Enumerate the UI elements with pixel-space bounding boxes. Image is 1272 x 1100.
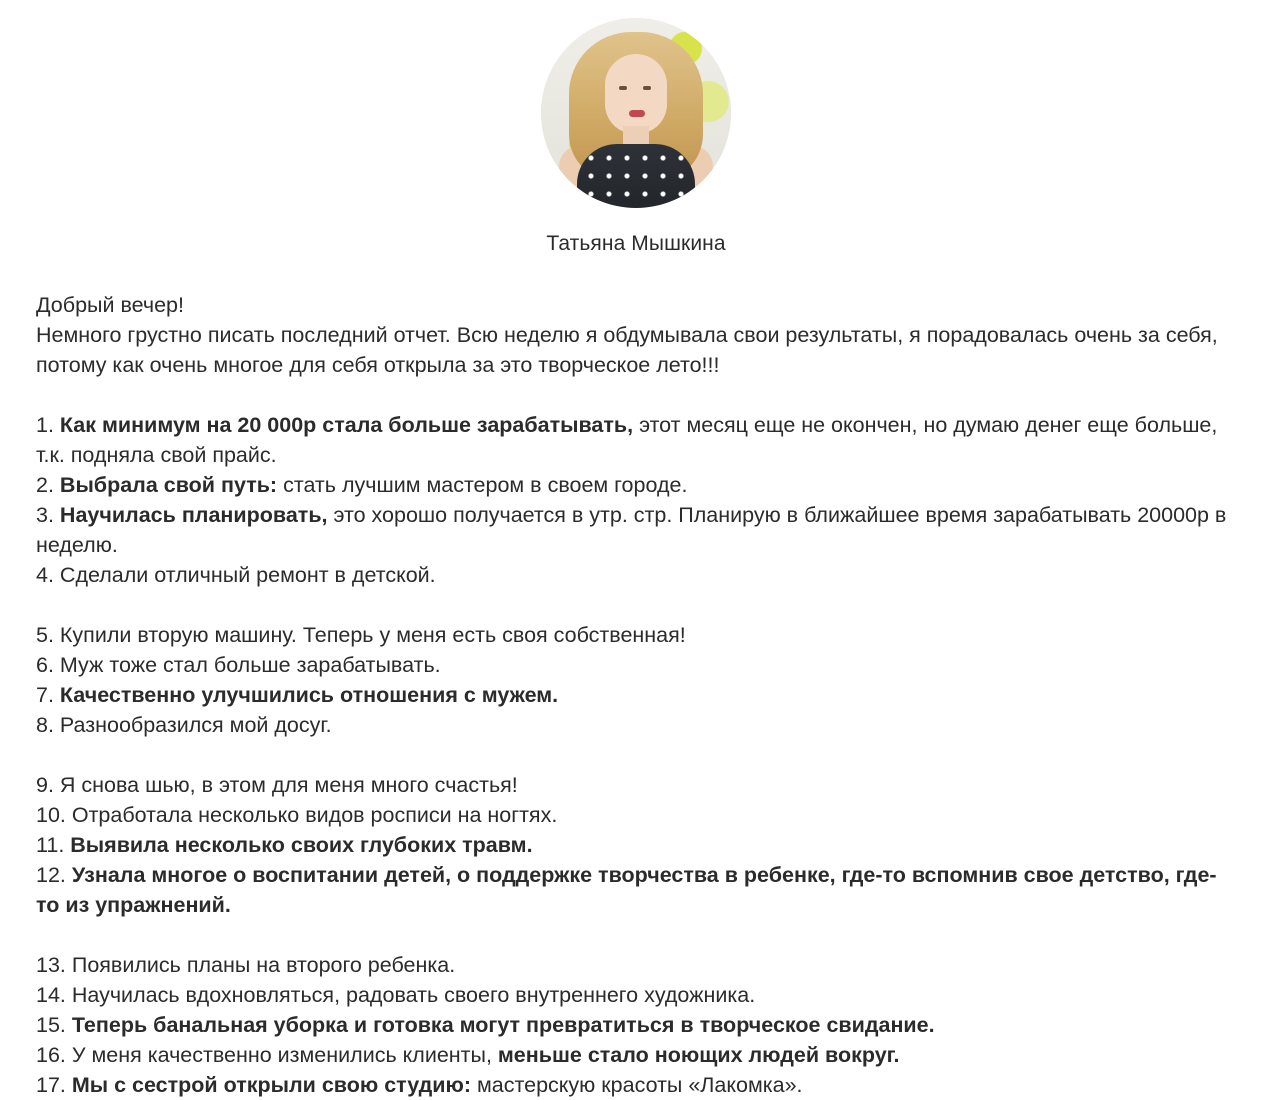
paragraph-spacer [36, 740, 1236, 770]
photo-eye-right [643, 86, 651, 90]
user-photo-icon [541, 18, 731, 208]
list-item [36, 860, 1236, 920]
intro-paragraph: Немного грустно писать последний отчет. Всю неделю я обдумывала свои результаты, я порадовалась очень за себя, потому как очень многое для себя открыла за это творческое лето!!! [36, 323, 1218, 377]
list-item-bold: Качественно улучшились отношения с мужем. [59, 683, 559, 707]
paragraph-spacer [36, 920, 1236, 950]
photo-eye-left [619, 86, 627, 90]
greeting-line: Добрый вечер! [36, 293, 184, 317]
list-item-text: Я снова шью, в этом для меня много счастья! [53, 773, 518, 797]
list-item [36, 1070, 1236, 1100]
list-item-text: Разнообразился мой досуг. [53, 713, 332, 737]
list-item [36, 710, 1236, 740]
list-item-bold: Узнала многое о воспитании детей, о поддержке творчества в ребенке, где-то вспомнив свое детство, где-то из упражнений. [36, 863, 1217, 917]
list-item-number: 6. [36, 653, 54, 677]
list-item-bold: Выявила несколько своих глубоких травм. [70, 833, 533, 857]
list-group-1 [36, 410, 1236, 590]
list-item-bold: Выбрала свой путь: [59, 473, 278, 497]
list-item-text: это хорошо получается в утр. стр. Планирую в ближайшее время зарабатывать 20000р в неделю. [36, 503, 1227, 557]
paragraph-spacer [36, 380, 1236, 410]
list-item-number: 3. [36, 503, 54, 527]
list-item-text: Отработала несколько видов росписи на ногтях. [65, 803, 558, 827]
list-item [36, 410, 1236, 470]
list-item-bold: Научилась планировать, [59, 503, 328, 527]
photo-face [605, 54, 667, 134]
list-item-text: Муж тоже стал больше зарабатывать. [53, 653, 441, 677]
list-item [36, 650, 1236, 680]
list-item [36, 950, 1236, 980]
list-item-number: 13. [36, 953, 66, 977]
list-item-text: этот месяц еще не окончен, но думаю денег еще больше, т.к. подняла свой прайс. [36, 413, 1218, 467]
list-item [36, 620, 1236, 650]
list-item-number: 5. [36, 623, 54, 647]
list-item-text: Научилась вдохновляться, радовать своего внутреннего художника. [65, 983, 756, 1007]
list-item-number: 4. [36, 563, 54, 587]
list-item-number: 9. [36, 773, 54, 797]
list-item [36, 680, 1236, 710]
list-item-number: 11. [36, 833, 65, 857]
list-item-number: 15. [36, 1013, 66, 1037]
list-item [36, 830, 1236, 860]
list-item [36, 500, 1236, 560]
list-item-number: 12. [36, 863, 66, 887]
list-item-bold-tail: меньше стало ноющих людей вокруг. [497, 1043, 900, 1067]
list-item [36, 800, 1236, 830]
photo-dress [577, 144, 695, 208]
list-item-number: 1. [36, 413, 54, 437]
report-body [36, 290, 1236, 1100]
list-item [36, 770, 1236, 800]
list-item-number: 14. [36, 983, 66, 1007]
list-item-text: Сделали отличный ремонт в детской. [53, 563, 436, 587]
photo-lips [629, 110, 645, 117]
list-item-number: 10. [36, 803, 66, 827]
list-item-text: стать лучшим мастером в своем городе. [277, 473, 688, 497]
paragraph-spacer [36, 590, 1236, 620]
list-item [36, 1040, 1236, 1070]
list-item-number: 2. [36, 473, 54, 497]
list-item-text: Купили вторую машину. Теперь у меня есть своя собственная! [53, 623, 686, 647]
list-item-number: 8. [36, 713, 54, 737]
list-item-text: Появились планы на второго ребенка. [65, 953, 456, 977]
avatar-container [36, 18, 1236, 208]
list-item-bold: Как минимум на 20 000р стала больше зарабатывать, [59, 413, 634, 437]
list-item [36, 1010, 1236, 1040]
list-item-bold: Теперь банальная уборка и готовка могут превратиться в творческое свидание. [71, 1013, 935, 1037]
list-item-text: У меня качественно изменились клиенты, [65, 1043, 498, 1067]
list-group-4 [36, 950, 1236, 1100]
list-item [36, 980, 1236, 1010]
list-group-2 [36, 620, 1236, 740]
list-item-number: 16. [36, 1043, 66, 1067]
list-item [36, 560, 1236, 590]
list-item-text: мастерскую красоты «Лакомка». [471, 1073, 803, 1097]
list-item-number: 7. [36, 683, 54, 707]
list-item [36, 470, 1236, 500]
list-item-number: 17. [36, 1073, 66, 1097]
list-item-bold: Мы с сестрой открыли свою студию: [71, 1073, 472, 1097]
list-group-3 [36, 770, 1236, 920]
author-name: Татьяна Мышкина [546, 232, 726, 255]
